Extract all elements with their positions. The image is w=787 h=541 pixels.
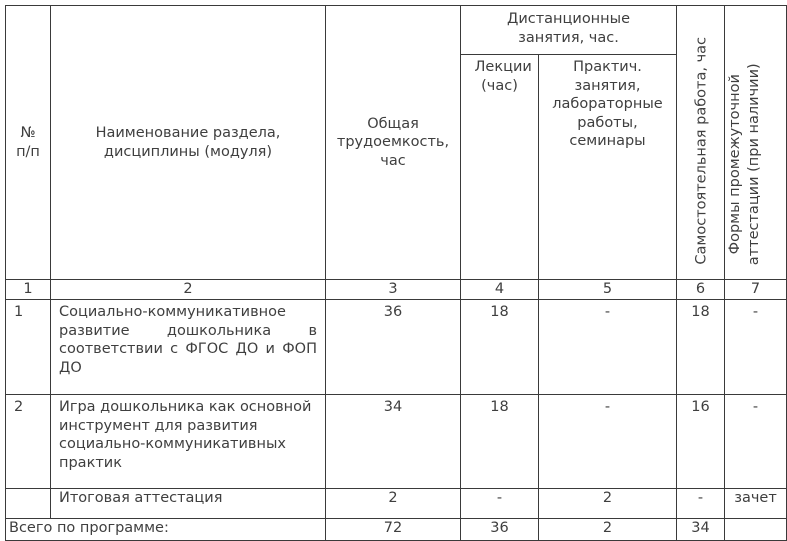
row-total: 34 — [326, 395, 461, 489]
header-name — [51, 6, 326, 280]
header-num-label: № п/п — [16, 124, 40, 160]
header-forms — [725, 6, 787, 280]
column-number-row — [6, 280, 787, 300]
row-num: 2 — [6, 395, 51, 489]
header-lectures-label: Лекции (час) — [474, 59, 532, 94]
totals-total: 72 — [326, 519, 461, 541]
row-self: 18 — [677, 300, 725, 395]
row-self: 16 — [677, 395, 725, 489]
totals-self: 34 — [677, 519, 725, 541]
row-total: 2 — [326, 489, 461, 519]
row-self: - — [677, 489, 725, 519]
header-distance — [461, 6, 677, 55]
totals-row — [6, 519, 787, 541]
table-row — [6, 395, 787, 489]
header-practice-label: Практич. занятия, лабораторные работы, семинары — [552, 59, 663, 150]
table-row — [6, 489, 787, 519]
header-name-label: Наименование раздела, дисциплины (модуля) — [95, 124, 281, 160]
column-number: 4 — [461, 280, 539, 300]
row-name: Социально-коммуникативное развитие дошкольника в соответствии с ФГОС ДО и ФОП ДО — [51, 300, 326, 395]
header-distance-label: Дистанционные занятия, час. — [506, 11, 631, 46]
row-name: Игра дошкольника как основной инструмент для развития социально-коммуникативных практик — [51, 395, 326, 489]
row-forms: - — [725, 395, 787, 489]
column-number: 3 — [326, 280, 461, 300]
header-forms-line1: Формы промежуточной — [726, 73, 743, 255]
row-num — [6, 489, 51, 519]
header-practice — [539, 55, 677, 280]
header-self-label: Самостоятельная работа, час — [692, 37, 709, 265]
header-lectures — [461, 55, 539, 280]
header-total-label: Общая трудоемкость, час — [336, 115, 450, 169]
column-number: 2 — [51, 280, 326, 300]
row-total: 36 — [326, 300, 461, 395]
totals-practice: 2 — [539, 519, 677, 541]
table-row — [6, 300, 787, 395]
curriculum-table — [5, 5, 787, 541]
header-row-1 — [6, 6, 787, 55]
row-practice: 2 — [539, 489, 677, 519]
totals-lectures: 36 — [461, 519, 539, 541]
column-number: 6 — [677, 280, 725, 300]
row-lectures: 18 — [461, 395, 539, 489]
header-forms-label — [725, 63, 762, 265]
column-number: 7 — [725, 280, 787, 300]
row-name: Итоговая аттестация — [51, 489, 326, 519]
totals-forms — [725, 519, 787, 541]
row-forms: - — [725, 300, 787, 395]
header-total — [326, 6, 461, 280]
row-num: 1 — [6, 300, 51, 395]
row-lectures: - — [461, 489, 539, 519]
column-number: 1 — [6, 280, 51, 300]
header-self — [677, 6, 725, 280]
row-practice: - — [539, 300, 677, 395]
totals-label: Всего по программе: — [6, 519, 326, 541]
row-practice: - — [539, 395, 677, 489]
header-num — [6, 6, 51, 280]
row-lectures: 18 — [461, 300, 539, 395]
column-number: 5 — [539, 280, 677, 300]
header-forms-line2: аттестации (при наличии) — [744, 63, 761, 265]
row-forms: зачет — [725, 489, 787, 519]
